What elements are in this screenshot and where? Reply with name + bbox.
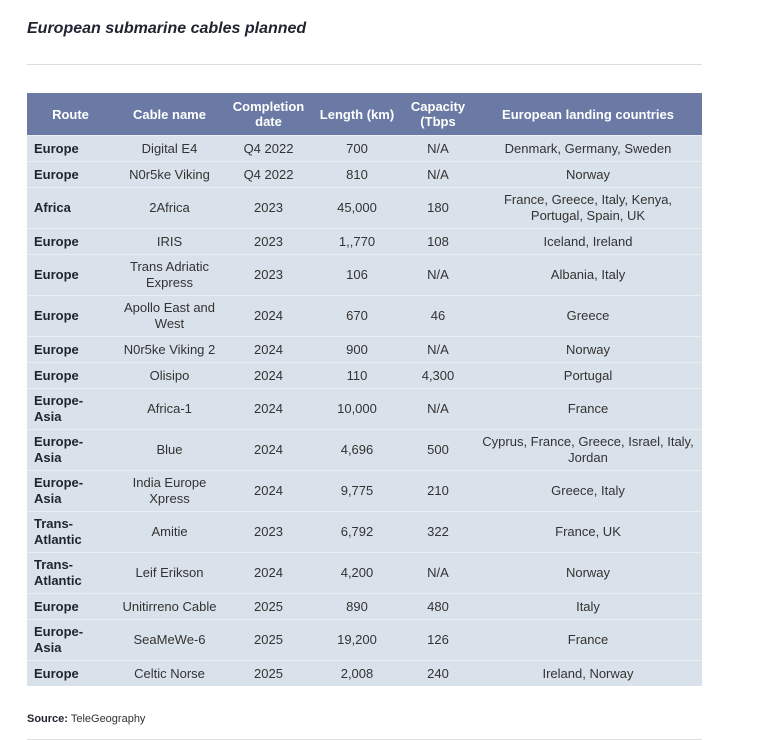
cell-cable-name: Blue bbox=[114, 430, 225, 471]
column-header-capacity: Capacity (Tbps bbox=[402, 93, 474, 136]
cell-cable-name: SeaMeWe-6 bbox=[114, 620, 225, 661]
cell-capacity: 46 bbox=[402, 296, 474, 337]
cables-table bbox=[27, 93, 702, 686]
cell-capacity: N/A bbox=[402, 553, 474, 594]
cell-length: 670 bbox=[312, 296, 402, 337]
cell-route: Africa bbox=[27, 188, 114, 229]
cell-route: Europe bbox=[27, 229, 114, 255]
cell-landing-countries: Albania, Italy bbox=[474, 255, 702, 296]
cell-length: 6,792 bbox=[312, 512, 402, 553]
cell-route: Europe bbox=[27, 661, 114, 687]
column-header-length: Length (km) bbox=[312, 93, 402, 136]
cell-cable-name: Olisipo bbox=[114, 363, 225, 389]
cell-length: 19,200 bbox=[312, 620, 402, 661]
cell-length: 700 bbox=[312, 136, 402, 162]
cell-route: Trans-Atlantic bbox=[27, 512, 114, 553]
table-row bbox=[27, 661, 702, 687]
cell-landing-countries: Greece bbox=[474, 296, 702, 337]
cell-landing-countries: Ireland, Norway bbox=[474, 661, 702, 687]
cell-length: 1,,770 bbox=[312, 229, 402, 255]
cell-completion-date: 2025 bbox=[225, 661, 312, 687]
cell-route: Europe-Asia bbox=[27, 389, 114, 430]
cell-capacity: 126 bbox=[402, 620, 474, 661]
cell-route: Europe bbox=[27, 594, 114, 620]
page-title: European submarine cables planned bbox=[27, 20, 307, 37]
cell-landing-countries: Norway bbox=[474, 162, 702, 188]
source-value: TeleGeography bbox=[70, 713, 146, 725]
cell-completion-date: Q4 2022 bbox=[225, 162, 312, 188]
cell-route: Europe-Asia bbox=[27, 471, 114, 512]
cell-route: Trans-Atlantic bbox=[27, 553, 114, 594]
column-header-cable-name: Cable name bbox=[114, 93, 225, 136]
cell-length: 4,200 bbox=[312, 553, 402, 594]
table-row bbox=[27, 363, 702, 389]
cell-cable-name: Amitie bbox=[114, 512, 225, 553]
cell-capacity: 108 bbox=[402, 229, 474, 255]
cell-length: 106 bbox=[312, 255, 402, 296]
cell-landing-countries: Italy bbox=[474, 594, 702, 620]
cell-completion-date: 2023 bbox=[225, 188, 312, 229]
cell-completion-date: Q4 2022 bbox=[225, 136, 312, 162]
cell-capacity: N/A bbox=[402, 162, 474, 188]
table-row bbox=[27, 162, 702, 188]
cell-completion-date: 2023 bbox=[225, 229, 312, 255]
cell-completion-date: 2024 bbox=[225, 363, 312, 389]
source-label: Source: bbox=[27, 713, 68, 725]
cell-cable-name: Trans Adriatic Express bbox=[114, 255, 225, 296]
cell-capacity: N/A bbox=[402, 389, 474, 430]
cell-landing-countries: Portugal bbox=[474, 363, 702, 389]
cell-completion-date: 2023 bbox=[225, 255, 312, 296]
cell-cable-name: India Europe Xpress bbox=[114, 471, 225, 512]
cell-capacity: N/A bbox=[402, 136, 474, 162]
table-row bbox=[27, 553, 702, 594]
cell-capacity: 240 bbox=[402, 661, 474, 687]
cell-cable-name: Leif Erikson bbox=[114, 553, 225, 594]
column-header-landing-countries: European landing countries bbox=[474, 93, 702, 136]
cell-route: Europe-Asia bbox=[27, 430, 114, 471]
cell-capacity: 210 bbox=[402, 471, 474, 512]
cell-length: 45,000 bbox=[312, 188, 402, 229]
cell-length: 110 bbox=[312, 363, 402, 389]
cell-cable-name: Digital E4 bbox=[114, 136, 225, 162]
column-header-route: Route bbox=[27, 93, 114, 136]
cell-landing-countries: Greece, Italy bbox=[474, 471, 702, 512]
cell-route: Europe bbox=[27, 255, 114, 296]
cell-completion-date: 2024 bbox=[225, 553, 312, 594]
table-row bbox=[27, 389, 702, 430]
cell-landing-countries: Norway bbox=[474, 553, 702, 594]
cell-completion-date: 2024 bbox=[225, 337, 312, 363]
cell-completion-date: 2024 bbox=[225, 296, 312, 337]
table-row bbox=[27, 620, 702, 661]
table-row bbox=[27, 229, 702, 255]
cell-completion-date: 2025 bbox=[225, 620, 312, 661]
cell-cable-name: N0r5ke Viking 2 bbox=[114, 337, 225, 363]
table-row bbox=[27, 471, 702, 512]
cell-route: Europe bbox=[27, 162, 114, 188]
cell-landing-countries: Cyprus, France, Greece, Israel, Italy, Jordan bbox=[474, 430, 702, 471]
cell-length: 900 bbox=[312, 337, 402, 363]
cell-capacity: 480 bbox=[402, 594, 474, 620]
cell-cable-name: IRIS bbox=[114, 229, 225, 255]
cell-completion-date: 2024 bbox=[225, 471, 312, 512]
cell-route: Europe-Asia bbox=[27, 620, 114, 661]
top-divider bbox=[27, 64, 702, 65]
table-row bbox=[27, 296, 702, 337]
cell-route: Europe bbox=[27, 363, 114, 389]
cell-landing-countries: Denmark, Germany, Sweden bbox=[474, 136, 702, 162]
cell-route: Europe bbox=[27, 136, 114, 162]
cell-length: 10,000 bbox=[312, 389, 402, 430]
table-row bbox=[27, 512, 702, 553]
cell-length: 2,008 bbox=[312, 661, 402, 687]
cell-length: 890 bbox=[312, 594, 402, 620]
column-header-completion-date: Completion date bbox=[225, 93, 312, 136]
cell-length: 810 bbox=[312, 162, 402, 188]
cell-capacity: N/A bbox=[402, 337, 474, 363]
cell-length: 4,696 bbox=[312, 430, 402, 471]
cell-cable-name: Unitirreno Cable bbox=[114, 594, 225, 620]
cell-cable-name: Celtic Norse bbox=[114, 661, 225, 687]
cell-capacity: 500 bbox=[402, 430, 474, 471]
cell-length: 9,775 bbox=[312, 471, 402, 512]
cell-landing-countries: France bbox=[474, 620, 702, 661]
cell-cable-name: Africa-1 bbox=[114, 389, 225, 430]
table-row bbox=[27, 136, 702, 162]
cell-landing-countries: France bbox=[474, 389, 702, 430]
table-row bbox=[27, 255, 702, 296]
table-row bbox=[27, 337, 702, 363]
cell-capacity: 322 bbox=[402, 512, 474, 553]
cell-cable-name: N0r5ke Viking bbox=[114, 162, 225, 188]
cell-landing-countries: Iceland, Ireland bbox=[474, 229, 702, 255]
table-row bbox=[27, 594, 702, 620]
cell-landing-countries: Norway bbox=[474, 337, 702, 363]
cell-route: Europe bbox=[27, 296, 114, 337]
cell-capacity: 180 bbox=[402, 188, 474, 229]
cell-completion-date: 2024 bbox=[225, 430, 312, 471]
source-note bbox=[27, 713, 145, 725]
cell-completion-date: 2023 bbox=[225, 512, 312, 553]
table-row bbox=[27, 188, 702, 229]
cell-completion-date: 2024 bbox=[225, 389, 312, 430]
cell-completion-date: 2025 bbox=[225, 594, 312, 620]
cell-cable-name: Apollo East and West bbox=[114, 296, 225, 337]
cell-landing-countries: France, UK bbox=[474, 512, 702, 553]
cell-capacity: 4,300 bbox=[402, 363, 474, 389]
cell-landing-countries: France, Greece, Italy, Kenya, Portugal, Spain, UK bbox=[474, 188, 702, 229]
table-header-row bbox=[27, 93, 702, 136]
table-row bbox=[27, 430, 702, 471]
cell-route: Europe bbox=[27, 337, 114, 363]
cell-cable-name: 2Africa bbox=[114, 188, 225, 229]
cell-capacity: N/A bbox=[402, 255, 474, 296]
